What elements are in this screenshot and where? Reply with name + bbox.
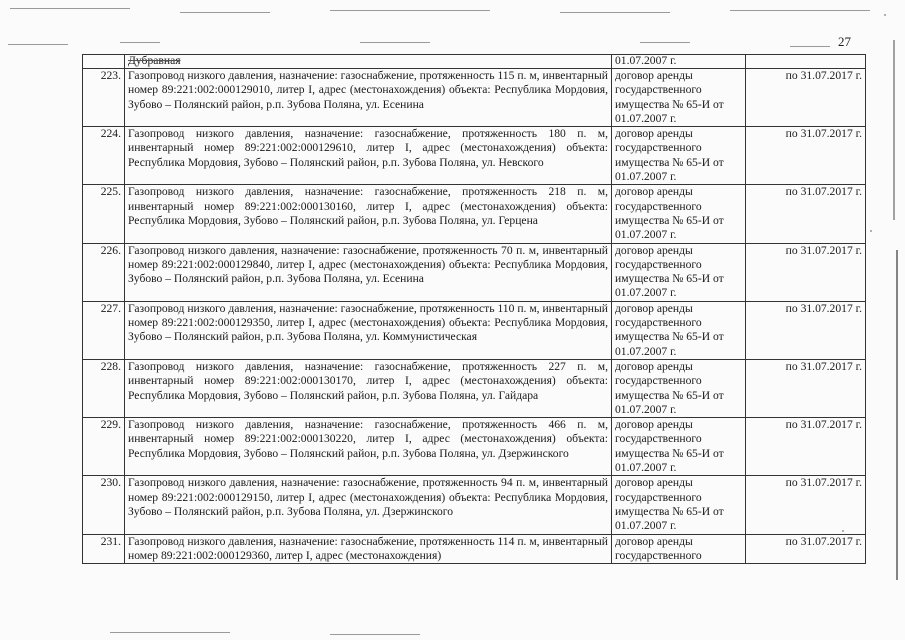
cell-description: Газопровод низкого давления, назначение: газоснабжение, протяженность 115 п. м, инвентарный номер 89:221:002:000129010, литер I, адрес (местонахождения) объекта: Республика Мордовия, Зубово – Полянский район, р.п. Зубова Поляна, ул. Есенина bbox=[125, 69, 612, 127]
cell-number: 228. bbox=[83, 359, 125, 417]
table-row bbox=[83, 359, 866, 417]
cell-term: по 31.07.2017 г. bbox=[746, 127, 866, 185]
cell-term: по 31.07.2017 г. bbox=[746, 69, 866, 127]
cell-description: Газопровод низкого давления, назначение: газоснабжение, протяженность 227 п. м, инвентарный номер 89:221:002:000130170, литер I, адрес (местонахождения) объекта: Республика Мордовия, Зубово – Полянский район, р.п. Зубова Поляна, ул. Гайдара bbox=[125, 359, 612, 417]
table-row bbox=[83, 301, 866, 359]
table-body bbox=[83, 55, 866, 564]
scan-artifact bbox=[180, 12, 270, 13]
cell-description: Газопровод низкого давления, назначение: газоснабжение, протяженность 110 п. м, инвентарный номер 89:221:002:000129350, литер I, адрес (местонахождения) объекта: Республика Мордовия, Зубово – Полянский район, р.п. Зубова Поляна, ул. Коммунистическая bbox=[125, 301, 612, 359]
cell-description: Газопровод низкого давления, назначение: газоснабжение, протяженность 218 п. м, инвентарный номер 89:221:002:000130160, литер I, адрес (местонахождения) объекта: Республика Мордовия, Зубово – Полянский район, р.п. Зубова Поляна, ул. Герцена bbox=[125, 185, 612, 243]
cell-term: по 31.07.2017 г. bbox=[746, 185, 866, 243]
table-row bbox=[83, 418, 866, 476]
scan-artifact bbox=[330, 10, 490, 11]
cell-number: 230. bbox=[83, 476, 125, 534]
scan-artifact bbox=[330, 634, 420, 635]
cell-basis: договор аренды государственного имущества № 65-И от 01.07.2007 г. bbox=[612, 301, 746, 359]
table-row-continued bbox=[83, 55, 866, 69]
cell-term: по 31.07.2017 г. bbox=[746, 418, 866, 476]
scan-artifact bbox=[884, 14, 886, 16]
scan-artifact bbox=[870, 230, 872, 232]
table-row bbox=[83, 534, 866, 564]
table-row bbox=[83, 476, 866, 534]
page-number: 27 bbox=[838, 34, 851, 49]
cell-number: 223. bbox=[83, 69, 125, 127]
cell-number bbox=[83, 55, 125, 69]
cell-description: Газопровод низкого давления, назначение: газоснабжение, протяженность 94 п. м, инвентарный номер 89:221:002:000129150, литер I, адрес (местонахождения) объекта: Республика Мордовия, Зубово – Полянский район, р.п. Зубова Поляна, ул. Дзержинского bbox=[125, 476, 612, 534]
scan-artifact bbox=[360, 42, 430, 43]
cell-number: 226. bbox=[83, 243, 125, 301]
cell-number: 227. bbox=[83, 301, 125, 359]
scan-artifact bbox=[8, 44, 68, 45]
cell-term: по 31.07.2017 г. bbox=[746, 534, 866, 564]
scan-artifact bbox=[120, 42, 160, 43]
scan-artifact bbox=[110, 632, 230, 633]
scan-artifact bbox=[790, 46, 830, 47]
cell-term: по 31.07.2017 г. bbox=[746, 301, 866, 359]
scan-artifact bbox=[730, 10, 870, 11]
cell-basis: договор аренды государственного имущества № 65-И от 01.07.2007 г. bbox=[612, 69, 746, 127]
cell-number: 225. bbox=[83, 185, 125, 243]
cell-term bbox=[746, 55, 866, 69]
scan-artifact bbox=[640, 42, 690, 43]
cell-number: 224. bbox=[83, 127, 125, 185]
cell-number: 231. bbox=[83, 534, 125, 564]
scan-artifact bbox=[893, 40, 895, 220]
cell-basis: 01.07.2007 г. bbox=[612, 55, 746, 69]
scan-artifact bbox=[10, 8, 130, 9]
cell-description: Газопровод низкого давления, назначение: газоснабжение, протяженность 466 п. м, инвентарный номер 89:221:002:000130220, литер I, адрес (местонахождения) объекта: Республика Мордовия, Зубово – Полянский район, р.п. Зубова Поляна, ул. Дзержинского bbox=[125, 418, 612, 476]
cell-term: по 31.07.2017 г. bbox=[746, 476, 866, 534]
cell-number: 229. bbox=[83, 418, 125, 476]
cell-term: по 31.07.2017 г. bbox=[746, 243, 866, 301]
cell-term: по 31.07.2017 г. bbox=[746, 359, 866, 417]
cell-basis: договор аренды государственного имущества № 65-И от 01.07.2007 г. bbox=[612, 359, 746, 417]
property-table bbox=[82, 54, 866, 564]
table-row bbox=[83, 243, 866, 301]
cell-basis: договор аренды государственного имущества № 65-И от 01.07.2007 г. bbox=[612, 243, 746, 301]
cell-basis: договор аренды государственного имущества № 65-И от 01.07.2007 г. bbox=[612, 127, 746, 185]
cell-basis: договор аренды государственного имущества № 65-И от 01.07.2007 г. bbox=[612, 418, 746, 476]
cell-description: Газопровод низкого давления, назначение: газоснабжение, протяженность 180 п. м, инвентарный номер 89:221:002:000129610, литер I, адрес (местонахождения) объекта: Республика Мордовия, Зубово – Полянский район, р.п. Зубова Поляна, ул. Невского bbox=[125, 127, 612, 185]
scan-artifact bbox=[560, 12, 670, 13]
cell-basis: договор аренды государственного имущества № 65-И от 01.07.2007 г. bbox=[612, 476, 746, 534]
cell-description: Газопровод низкого давления, назначение: газоснабжение, протяженность 70 п. м, инвентарный номер 89:221:002:000129840, литер I, адрес (местонахождения) объекта: Республика Мордовия, Зубово – Полянский район, р.п. Зубова Поляна, ул. Есенина bbox=[125, 243, 612, 301]
scan-artifact bbox=[896, 250, 898, 580]
cell-description: Газопровод низкого давления, назначение: газоснабжение, протяженность 114 п. м, инвентарный номер 89:221:002:000129360, литер I, адрес (местонахождения) bbox=[125, 534, 612, 564]
table-row bbox=[83, 185, 866, 243]
cell-description: Дубравная bbox=[125, 55, 612, 69]
cell-basis: договор аренды государственного bbox=[612, 534, 746, 564]
cell-basis: договор аренды государственного имущества № 65-И от 01.07.2007 г. bbox=[612, 185, 746, 243]
table-row bbox=[83, 127, 866, 185]
table-row bbox=[83, 69, 866, 127]
